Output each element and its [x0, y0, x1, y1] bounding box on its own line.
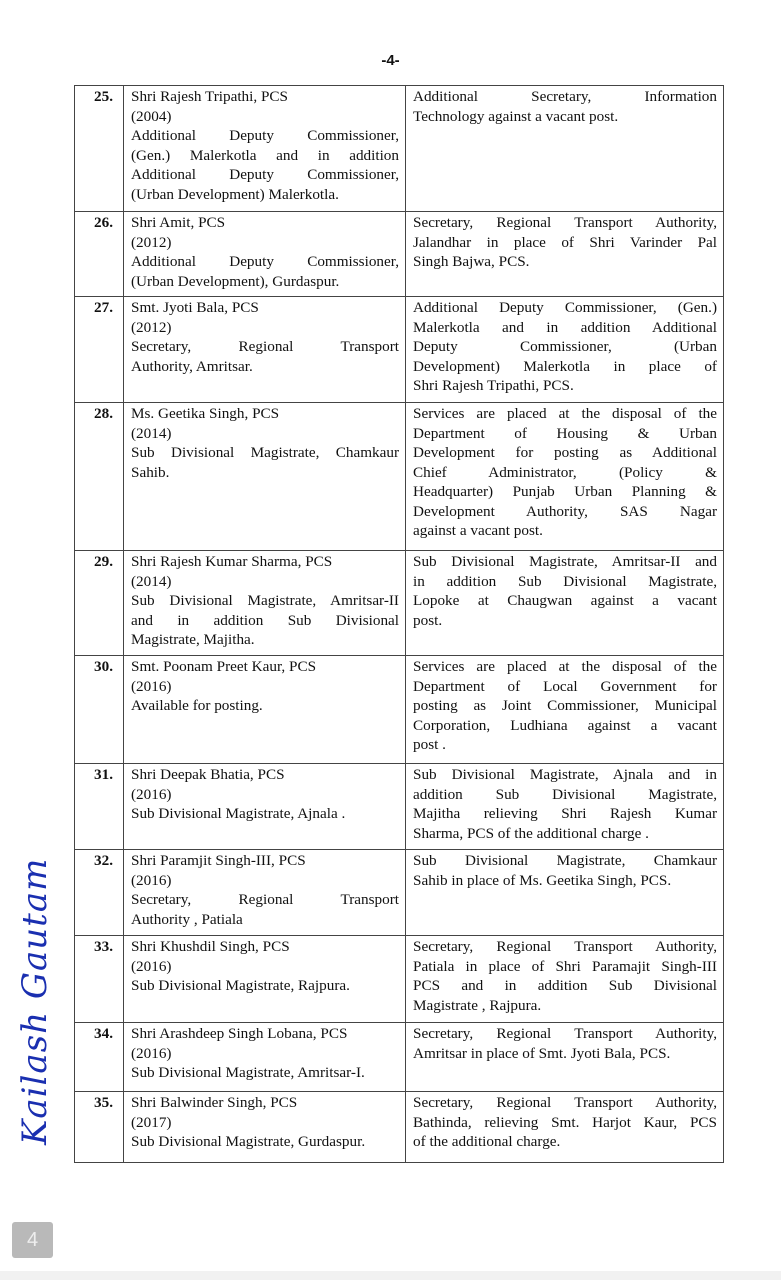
current-posting-line: (Gen.) Malerkotla and in addition	[131, 146, 399, 164]
current-posting-line: Sub Divisional Magistrate, Rajpura.	[131, 977, 350, 994]
table-row	[75, 764, 724, 850]
officer-name: Shri Deepak Bhatia, PCS	[131, 766, 285, 783]
new-posting-line: Amritsar in place of Smt. Jyoti Bala, PCS.	[413, 1044, 671, 1062]
officer-current-posting-cell	[124, 1092, 406, 1163]
current-posting-line: Secretary, Regional Transport	[131, 891, 399, 908]
new-posting-cell	[406, 551, 724, 656]
new-posting-line: post.	[413, 611, 443, 629]
new-posting-line: Services are placed at the disposal of the	[413, 405, 717, 422]
new-posting-line: Secretary, Regional Transport Authority,	[413, 1025, 717, 1042]
new-posting-line: Patiala in place of Shri Paramajit Singh-III	[413, 957, 717, 975]
officer-current-posting-cell	[124, 656, 406, 764]
current-posting-line: Sub Divisional Magistrate, Amritsar-II	[131, 592, 399, 609]
table-row	[75, 551, 724, 656]
officer-name: Shri Rajesh Kumar Sharma, PCS	[131, 553, 333, 570]
new-posting-cell	[406, 1023, 724, 1092]
batch-year: (2004)	[131, 107, 172, 125]
batch-year: (2016)	[131, 1044, 172, 1062]
new-posting-cell	[406, 936, 724, 1023]
new-posting-line: Corporation, Ludhiana against a vacant	[413, 716, 717, 734]
new-posting-line: Development for posting as Additional	[413, 444, 717, 461]
table-row	[75, 850, 724, 936]
new-posting-cell	[406, 1092, 724, 1163]
new-posting-cell	[406, 86, 724, 212]
table-row	[75, 1092, 724, 1163]
current-posting-line: Sub Divisional Magistrate, Gurdaspur.	[131, 1133, 366, 1150]
new-posting-line: Secretary, Regional Transport Authority,	[413, 214, 717, 231]
current-posting-line: Sub Divisional Magistrate, Amritsar-I.	[131, 1064, 365, 1081]
new-posting-line: addition Sub Divisional Magistrate,	[413, 785, 717, 803]
new-posting-line: Headquarter) Punjab Urban Planning &	[413, 483, 717, 500]
page-indicator-badge[interactable]: 4	[12, 1222, 53, 1258]
serial-number: 28.	[75, 403, 124, 551]
new-posting-line: PCS and in addition Sub Divisional	[413, 977, 717, 994]
new-posting-line: posting as Joint Commissioner, Municipal	[413, 697, 717, 714]
current-posting-line: Available for posting.	[131, 697, 263, 714]
table-row	[75, 212, 724, 297]
serial-number: 25.	[75, 86, 124, 212]
current-posting-line: Authority , Patiala	[131, 910, 243, 928]
serial-number: 33.	[75, 936, 124, 1023]
officer-current-posting-cell	[124, 212, 406, 297]
officer-name: Smt. Jyoti Bala, PCS	[131, 299, 259, 316]
new-posting-line: against a vacant post.	[413, 522, 543, 539]
new-posting-line: Lopoke at Chaugwan against a vacant	[413, 592, 717, 609]
new-posting-line: Malerkotla and in addition Additional	[413, 318, 717, 336]
serial-number: 35.	[75, 1092, 124, 1163]
officer-name: Shri Rajesh Tripathi, PCS	[131, 88, 288, 105]
new-posting-line: Magistrate , Rajpura.	[413, 996, 542, 1014]
serial-number: 26.	[75, 212, 124, 297]
officer-current-posting-cell	[124, 936, 406, 1023]
current-posting-line: Sahib.	[131, 463, 170, 481]
officer-name: Shri Paramjit Singh-III, PCS	[131, 852, 306, 869]
new-posting-line: Additional Secretary, Information	[413, 88, 717, 105]
officer-current-posting-cell	[124, 86, 406, 212]
serial-number: 29.	[75, 551, 124, 656]
officer-current-posting-cell	[124, 850, 406, 936]
new-posting-line: of the additional charge.	[413, 1133, 561, 1150]
current-posting-line: (Urban Development), Gurdaspur.	[131, 272, 340, 290]
new-posting-line: Additional Deputy Commissioner, (Gen.)	[413, 299, 717, 316]
officer-name: Ms. Geetika Singh, PCS	[131, 405, 280, 422]
bottom-bar	[0, 1271, 781, 1280]
table-row	[75, 297, 724, 403]
new-posting-line: Jalandhar in place of Shri Varinder Pal	[413, 233, 717, 251]
current-posting-line: (Urban Development) Malerkotla.	[131, 185, 339, 203]
current-posting-line: Sub Divisional Magistrate, Ajnala .	[131, 805, 346, 822]
new-posting-line: Department of Local Government for	[413, 677, 717, 695]
new-posting-line: Secretary, Regional Transport Authority,	[413, 938, 717, 955]
table-row	[75, 86, 724, 212]
serial-number: 32.	[75, 850, 124, 936]
new-posting-cell	[406, 656, 724, 764]
new-posting-cell	[406, 297, 724, 403]
new-posting-line: Sahib in place of Ms. Geetika Singh, PCS.	[413, 871, 672, 889]
new-posting-line: Technology against a vacant post.	[413, 107, 619, 125]
new-posting-line: in addition Sub Divisional Magistrate,	[413, 572, 717, 590]
transfer-table	[74, 85, 724, 1163]
table-row	[75, 403, 724, 551]
new-posting-line: Development Authority, SAS Nagar	[413, 502, 717, 520]
batch-year: (2012)	[131, 233, 172, 251]
new-posting-line: Development) Malerkotla in place of	[413, 357, 717, 375]
officer-name: Shri Balwinder Singh, PCS	[131, 1094, 298, 1111]
current-posting-line: and in addition Sub Divisional	[131, 611, 399, 629]
page-number-header: -4-	[381, 52, 400, 69]
new-posting-line: Sharma, PCS of the additional charge .	[413, 824, 649, 842]
officer-current-posting-cell	[124, 764, 406, 850]
new-posting-cell	[406, 403, 724, 551]
new-posting-line: Sub Divisional Magistrate, Chamkaur	[413, 852, 717, 869]
handwritten-signature: Kailash Gautam	[15, 857, 55, 1145]
new-posting-line: Chief Administrator, (Policy &	[413, 463, 717, 481]
new-posting-cell	[406, 212, 724, 297]
officer-name: Shri Khushdil Singh, PCS	[131, 938, 290, 955]
batch-year: (2017)	[131, 1113, 172, 1131]
batch-year: (2016)	[131, 785, 172, 803]
batch-year: (2014)	[131, 572, 172, 590]
table-row	[75, 936, 724, 1023]
new-posting-line: Singh Bajwa, PCS.	[413, 253, 530, 270]
new-posting-line: Sub Divisional Magistrate, Amritsar-II and	[413, 553, 717, 570]
serial-number: 27.	[75, 297, 124, 403]
batch-year: (2016)	[131, 957, 172, 975]
serial-number: 30.	[75, 656, 124, 764]
current-posting-line: Secretary, Regional Transport	[131, 338, 399, 355]
new-posting-cell	[406, 764, 724, 850]
batch-year: (2016)	[131, 871, 172, 889]
batch-year: (2016)	[131, 677, 172, 695]
new-posting-line: Majitha relieving Shri Rajesh Kumar	[413, 805, 717, 822]
current-posting-line: Sub Divisional Magistrate, Chamkaur	[131, 444, 399, 461]
new-posting-line: post .	[413, 736, 446, 753]
new-posting-line: Department of Housing & Urban	[413, 424, 717, 442]
officer-current-posting-cell	[124, 297, 406, 403]
current-posting-line: Additional Deputy Commissioner,	[131, 253, 399, 270]
table-row	[75, 656, 724, 764]
officer-current-posting-cell	[124, 1023, 406, 1092]
table-row	[75, 1023, 724, 1092]
new-posting-line: Sub Divisional Magistrate, Ajnala and in	[413, 766, 717, 783]
officer-name: Shri Amit, PCS	[131, 214, 226, 231]
current-posting-line: Authority, Amritsar.	[131, 357, 253, 375]
new-posting-cell	[406, 850, 724, 936]
officer-current-posting-cell	[124, 551, 406, 656]
officer-current-posting-cell	[124, 403, 406, 551]
current-posting-line: Magistrate, Majitha.	[131, 631, 255, 648]
batch-year: (2014)	[131, 424, 172, 442]
new-posting-line: Services are placed at the disposal of the	[413, 658, 717, 675]
current-posting-line: Additional Deputy Commissioner,	[131, 127, 399, 144]
new-posting-line: Secretary, Regional Transport Authority,	[413, 1094, 717, 1111]
batch-year: (2012)	[131, 318, 172, 336]
current-posting-line: Additional Deputy Commissioner,	[131, 166, 399, 183]
new-posting-line: Bathinda, relieving Smt. Harjot Kaur, PCS	[413, 1113, 717, 1131]
officer-name: Smt. Poonam Preet Kaur, PCS	[131, 658, 317, 675]
new-posting-line: Shri Rajesh Tripathi, PCS.	[413, 377, 574, 394]
officer-name: Shri Arashdeep Singh Lobana, PCS	[131, 1025, 348, 1042]
new-posting-line: Deputy Commissioner, (Urban	[413, 338, 717, 355]
serial-number: 31.	[75, 764, 124, 850]
serial-number: 34.	[75, 1023, 124, 1092]
